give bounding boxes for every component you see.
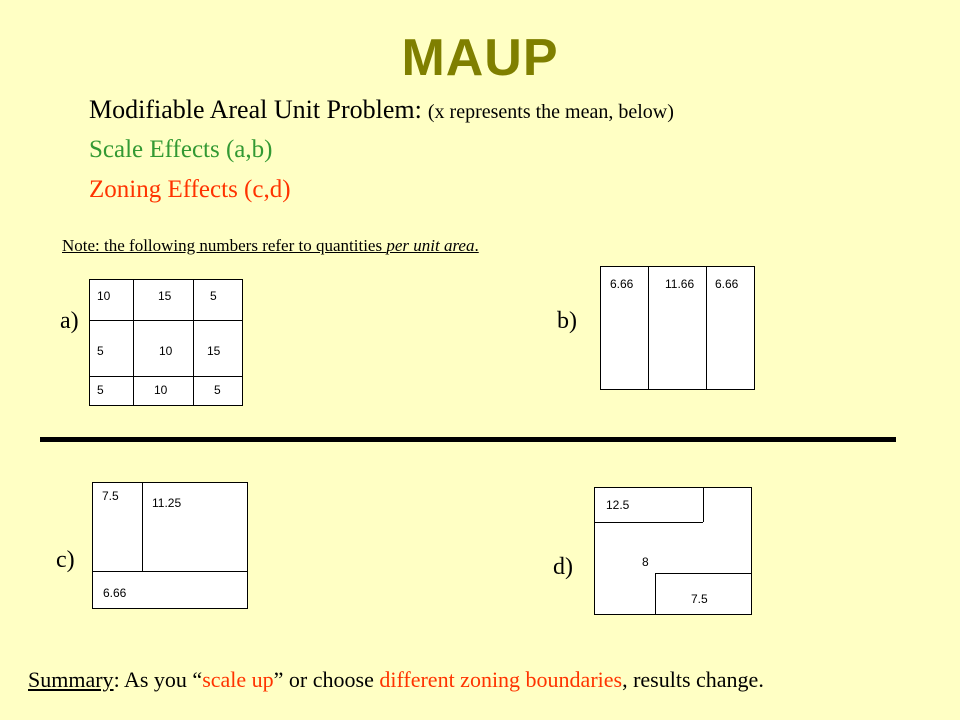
subtitle bbox=[89, 95, 674, 125]
panel-d-cell: 7.5 bbox=[691, 592, 708, 606]
summary-part3: , results change. bbox=[622, 667, 764, 692]
summary-label: Summary bbox=[28, 667, 114, 692]
subtitle-main: Modifiable Areal Unit Problem: bbox=[89, 95, 422, 124]
note-suffix: . bbox=[474, 236, 479, 255]
summary-highlight-zoning: different zoning boundaries bbox=[379, 667, 623, 692]
panel-c-label: c) bbox=[56, 547, 75, 573]
panel-b-grid bbox=[600, 266, 755, 390]
summary-part2: ” or choose bbox=[273, 667, 380, 692]
panel-a-cell: 5 bbox=[97, 383, 104, 397]
panel-d-grid bbox=[594, 487, 752, 615]
panel-c-vline-1 bbox=[142, 483, 143, 571]
panel-a-cell: 5 bbox=[210, 289, 217, 303]
panel-a-hline-2 bbox=[90, 376, 242, 377]
panel-a-cell: 10 bbox=[159, 344, 173, 358]
panel-a-cell: 15 bbox=[207, 344, 221, 358]
note-text bbox=[62, 236, 479, 256]
panel-c-hline-1 bbox=[93, 571, 247, 572]
panel-a-cell: 10 bbox=[154, 383, 168, 397]
panel-c-grid bbox=[92, 482, 248, 609]
panel-b-cell: 6.66 bbox=[715, 277, 739, 291]
panel-b-vline-2 bbox=[706, 267, 707, 389]
summary-highlight-scale-up: scale up bbox=[202, 667, 274, 692]
panel-a-grid bbox=[89, 279, 243, 406]
summary-text bbox=[28, 667, 764, 693]
panel-a-cell: 10 bbox=[97, 289, 111, 303]
subtitle-note: (x represents the mean, below) bbox=[427, 101, 674, 123]
slide-title: MAUP bbox=[401, 29, 559, 87]
panel-d-vline-2 bbox=[655, 573, 656, 614]
panel-a-cell: 5 bbox=[214, 383, 221, 397]
panel-a-vline-1 bbox=[133, 280, 134, 405]
panel-d-label: d) bbox=[553, 554, 573, 580]
panel-b-vline-1 bbox=[648, 267, 649, 389]
panel-d-hline-2 bbox=[655, 573, 751, 574]
panel-a-vline-2 bbox=[193, 280, 194, 405]
panel-c-cell: 6.66 bbox=[103, 586, 127, 600]
panel-d-cell: 8 bbox=[642, 555, 649, 569]
panel-c-cell: 7.5 bbox=[102, 489, 119, 503]
panel-b-cell: 11.66 bbox=[665, 277, 695, 291]
panel-a-hline-1 bbox=[90, 320, 242, 321]
panel-a-cell: 15 bbox=[158, 289, 172, 303]
panel-d-cell: 12.5 bbox=[606, 498, 630, 512]
scale-effects-text: Scale Effects (a,b) bbox=[89, 136, 273, 163]
panel-a-cell: 5 bbox=[97, 344, 104, 358]
panel-d-hline-1 bbox=[595, 522, 703, 523]
panel-b-label: b) bbox=[557, 308, 577, 334]
zoning-effects-text: Zoning Effects (c,d) bbox=[89, 176, 291, 203]
panel-a-label: a) bbox=[60, 308, 79, 334]
panel-b-cell: 6.66 bbox=[610, 277, 634, 291]
summary-part1: : As you “ bbox=[113, 667, 203, 692]
panel-d-vline-1 bbox=[703, 488, 704, 522]
section-divider bbox=[40, 437, 896, 442]
note-prefix: Note: the following numbers refer to quantities bbox=[62, 236, 387, 255]
note-italic: per unit area bbox=[386, 236, 475, 255]
panel-c-cell: 11.25 bbox=[152, 496, 182, 510]
